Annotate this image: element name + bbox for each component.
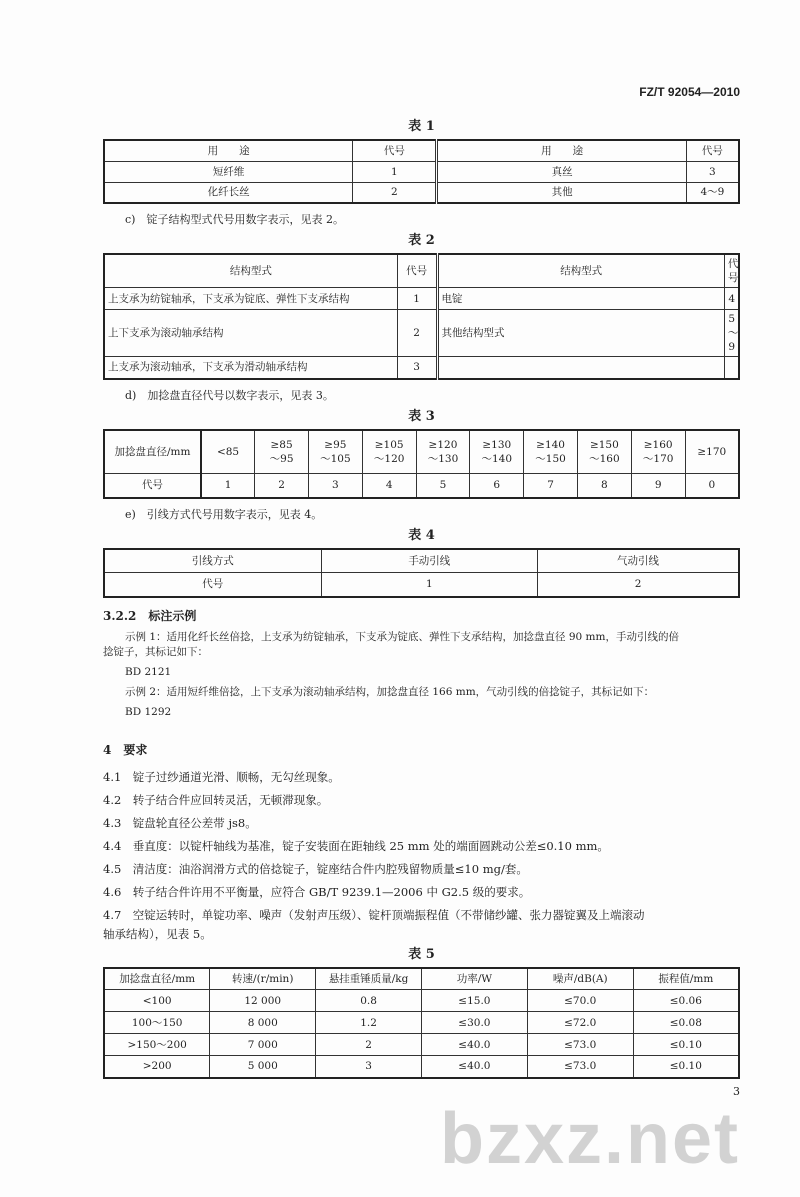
header-cell: 悬挂重锤质量/kg [316,968,422,990]
range-to: ～170 [642,452,674,465]
cell: 代号 [104,573,321,597]
cell: 化纤长丝 [104,182,353,203]
cell: 4～9 [686,182,739,203]
header-cell: 功率/W [421,968,527,990]
cell: 其他 [437,182,686,203]
cell: 1.2 [316,1012,422,1034]
header-cell: 加捻盘直径/mm [104,968,210,990]
cell: >150～200 [104,1034,210,1056]
range-from: ≥170 [697,445,727,458]
cell: ≤40.0 [421,1056,527,1078]
cell: ≤15.0 [421,990,527,1012]
diameter-range-cell [201,430,255,474]
table3-caption: 表 3 [408,408,435,424]
header-cell: 代号 [353,140,437,161]
header-cell: 转速/(r/min) [210,968,316,990]
table1-caption: 表 1 [408,119,435,134]
example1-line1: 示例 1：适用化纤长丝倍捻，上支承为纺锭轴承，下支承为锭底、弹性下支承结构，加捻盘直径 90 mm，手动引线的倍 [125,630,679,643]
diameter-range-cell [631,430,685,474]
cell: 1 [321,573,538,597]
item-c: c) 锭子结构型式代号用数字表示，见表 2。 [125,213,344,226]
cell [724,357,739,379]
code-cell: 1 [201,474,255,498]
req-4-6: 4.6 转子结合件许用不平衡量，应符合 GB/T 9239.1—2006 中 G2.5 级的要求。 [103,884,531,899]
range-from: <85 [216,445,240,458]
cell: 2 [397,310,437,357]
req-4-7-line2: 轴承结构），见表 5。 [103,926,212,941]
code-cell: 4 [362,474,416,498]
header-cell: 振程值/mm [633,968,739,990]
code-cell: 7 [524,474,578,498]
table-row [104,1056,739,1078]
req-4-5: 4.5 清洁度：油浴润滑方式的倍捻锭子，锭座结合件内腔残留物质量≤10 mg/套。 [103,861,528,876]
cell: 1 [353,161,437,182]
cell: ≤72.0 [527,1012,633,1034]
cell: 电锭 [437,288,724,310]
table-row [104,990,739,1012]
table4-caption: 表 4 [408,527,435,543]
table3 [103,429,740,499]
code-cell: 2 [255,474,309,498]
cell: 3 [397,357,437,379]
item-d: d) 加捻盘直径代号以数字表示，见表 3。 [125,388,334,402]
cell: ≤0.06 [633,990,739,1012]
cell: 100～150 [104,1012,210,1034]
cell: 0.8 [316,990,422,1012]
cell: 上支承为纺锭轴承，下支承为锭底、弹性下支承结构 [104,288,397,310]
table2-caption: 表 2 [408,233,435,248]
page-number: 3 [733,1084,740,1098]
diameter-range-cell [524,430,578,474]
cell: 7 000 [210,1034,316,1056]
cell: <100 [104,990,210,1012]
range-to: ～105 [320,452,351,465]
cell: >200 [104,1056,210,1078]
range-to: ～130 [427,452,459,465]
range-to: ～150 [535,452,566,465]
cell: ≤40.0 [421,1034,527,1056]
standard-number: FZ/T 92054—2010 [639,85,740,99]
cell: ≤73.0 [527,1056,633,1078]
code-cell: 0 [685,474,739,498]
cell: 1 [397,288,437,310]
diameter-range-cell [685,430,739,474]
header-cell: 手动引线 [321,549,538,573]
cell: ≤0.08 [633,1012,739,1034]
cell: 3 [686,161,739,182]
example1-line2: 捻锭子，其标记如下： [103,645,208,658]
cell: ≤0.10 [633,1056,739,1078]
cell: 5～9 [724,310,739,357]
header-cell: 用 途 [437,140,686,161]
table5 [103,967,740,1079]
row-label: 加捻盘直径/mm [104,430,201,474]
cell: ≤0.10 [633,1034,739,1056]
row-label: 代号 [104,474,201,498]
cell: ≤70.0 [527,990,633,1012]
req-4-7: 4.7 空锭运转时，单锭功率、噪声（发射声压级）、锭杆顶端振程值（不带储纱罐、张力器锭翼及上端滚动 [103,907,645,922]
diameter-range-cell [362,430,416,474]
cell [437,357,724,379]
table1 [103,139,740,204]
header-cell: 噪声/dB(A) [527,968,633,990]
header-cell: 结构型式 [104,254,397,288]
header-cell: 用 途 [104,140,353,161]
cell: 4 [724,288,739,310]
code-cell: 6 [470,474,524,498]
diameter-range-cell [308,430,362,474]
cell: 12 000 [210,990,316,1012]
range-from: ≥130 [482,438,512,451]
diameter-range-cell [577,430,631,474]
code-cell: 5 [416,474,470,498]
range-to: ～95 [269,452,294,465]
code-cell: 8 [577,474,631,498]
table-row [104,1012,739,1034]
range-from: ≥140 [536,438,565,451]
range-from: ≥105 [374,438,404,451]
example2-code: BD 1292 [125,705,172,718]
cell: ≤30.0 [421,1012,527,1034]
range-from: ≥160 [643,438,673,451]
cell: 3 [316,1056,422,1078]
cell: 上下支承为滚动轴承结构 [104,310,397,357]
example1-code: BD 2121 [125,665,172,678]
diameter-range-cell [470,430,524,474]
item-e: e) 引线方式代号用数字表示，见表 4。 [125,507,323,521]
cell: 其他结构型式 [437,310,724,357]
table2 [103,253,740,380]
range-from: ≥150 [589,438,619,451]
cell: 2 [353,182,437,203]
cell: 短纤维 [104,161,353,182]
cell: ≤73.0 [527,1034,633,1056]
header-cell: 代号 [724,254,739,288]
cell: 2 [538,573,739,597]
req-4-4: 4.4 垂直度：以锭杆轴线为基准，锭子安装面在距轴线 25 mm 处的端面圆跳动公差≤0.10 mm。 [103,838,609,853]
diameter-range-cell [416,430,470,474]
cell: 5 000 [210,1056,316,1078]
code-cell: 3 [308,474,362,498]
range-from: ≥95 [324,438,347,451]
cell: 上支承为滚动轴承，下支承为滑动轴承结构 [104,357,397,379]
section-3-2-2-title: 3.2.2 标注示例 [103,608,197,623]
header-cell: 气动引线 [538,549,739,573]
watermark: bzxz.net [439,1098,740,1179]
range-to: ～140 [481,452,513,465]
section-4-title: 4 要求 [103,742,148,757]
table5-caption: 表 5 [408,946,435,962]
range-from: ≥120 [428,438,458,451]
cell: 真丝 [437,161,686,182]
diameter-range-cell [255,430,309,474]
header-cell: 代号 [397,254,437,288]
req-4-1: 4.1 锭子过纱通道光滑、顺畅，无勾丝现象。 [103,769,340,784]
range-to: ～120 [373,452,405,465]
example2-line1: 示例 2：适用短纤维倍捻，上下支承为滚动轴承结构，加捻盘直径 166 mm，气动引线的倍捻锭子，其标记如下： [125,685,655,698]
header-cell: 引线方式 [104,549,321,573]
range-from: ≥85 [270,438,293,451]
cell: 2 [316,1034,422,1056]
req-4-3: 4.3 锭盘轮直径公差带 js8。 [103,815,257,830]
cell: 8 000 [210,1012,316,1034]
header-cell: 代号 [686,140,739,161]
range-to: ～160 [589,452,620,465]
table4 [103,548,740,598]
table-row [104,1034,739,1056]
header-cell: 结构型式 [437,254,724,288]
code-cell: 9 [631,474,685,498]
req-4-2: 4.2 转子结合件应回转灵活，无顿滞现象。 [103,792,329,807]
